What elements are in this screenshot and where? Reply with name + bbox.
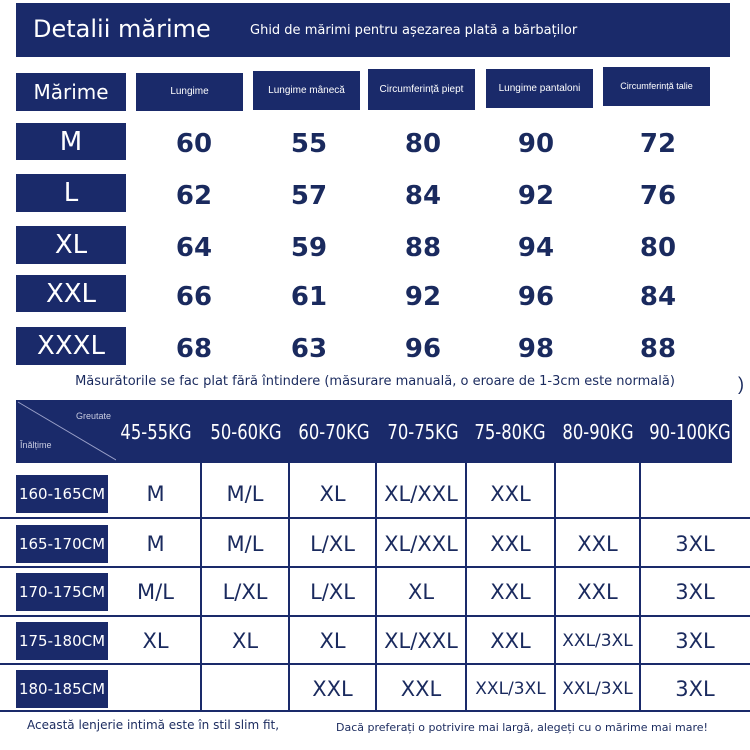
grid-line-horizontal [0, 517, 750, 519]
weight-header-row [16, 400, 732, 463]
size-recommendation: M/L [226, 482, 264, 506]
size-recommendation [201, 670, 289, 708]
weight-column-header: 45-55KG [120, 419, 192, 444]
size-label: XXXL [16, 327, 126, 365]
measure-value: 80 [404, 129, 442, 159]
size-recommendation: M/L [137, 580, 174, 604]
size-recommendation: XXL [490, 482, 531, 506]
size-recommendation: 3XL [675, 532, 715, 556]
size-recommendation [110, 670, 201, 708]
measure-value: 98 [517, 334, 555, 364]
size-recommendation [640, 475, 750, 513]
page-title: Detalii mărime [33, 15, 211, 43]
size-recommendation: XL [231, 629, 259, 653]
measure-column-header: Lungime mânecă [253, 71, 360, 110]
size-recommendation: XXL [490, 629, 531, 653]
weight-column-header: 60-70KG [298, 419, 370, 444]
size-recommendation: L/XL [222, 580, 268, 604]
size-recommendation: L/XL [310, 532, 355, 556]
size-recommendation: XL [407, 580, 435, 604]
measure-column-header: Circumferință talie [603, 67, 710, 106]
measure-value: 84 [404, 181, 442, 211]
size-recommendation: M [146, 532, 165, 556]
corner-diagonal [16, 400, 116, 463]
grid-line-horizontal [0, 615, 750, 617]
measure-column-header: Lungime [136, 73, 243, 111]
measure-value: 88 [404, 233, 442, 263]
size-recommendation: XXL [577, 532, 618, 556]
size-label: XL [16, 226, 126, 264]
height-range-label: 170-175CM [16, 573, 108, 611]
size-recommendation: XXL [577, 580, 618, 604]
size-recommendation: M [146, 482, 165, 506]
measure-value: 63 [290, 334, 328, 364]
measure-value: 64 [175, 233, 213, 263]
measure-value: 92 [517, 181, 555, 211]
measure-value: 55 [290, 129, 328, 159]
note-paren: ) [738, 374, 744, 394]
size-recommendation: M/L [226, 532, 264, 556]
size-recommendation: L/XL [310, 580, 355, 604]
size-label: XXL [16, 275, 126, 312]
measurement-note: Măsurătorile se fac plat fără întindere (măsurare manuală, o eroare de 1-3cm este normală) [75, 374, 675, 389]
measure-value: 84 [639, 282, 677, 312]
size-recommendation: XXL [490, 532, 531, 556]
measure-value: 59 [290, 233, 328, 263]
measure-value: 57 [290, 181, 328, 211]
height-range-label: 165-170CM [16, 525, 108, 563]
weight-column-header: 80-90KG [562, 419, 634, 444]
measure-value: 96 [404, 334, 442, 364]
measure-column-header: Lungime pantaloni [486, 69, 593, 108]
measure-value: 68 [175, 334, 213, 364]
height-range-label: 160-165CM [16, 475, 108, 513]
weight-column-header: 70-75KG [387, 419, 459, 444]
height-range-label: 175-180CM [16, 622, 108, 660]
measure-value: 80 [639, 233, 677, 263]
size-recommendation: 3XL [675, 677, 715, 701]
size-recommendation: XXL [490, 580, 531, 604]
measure-value: 94 [517, 233, 555, 263]
size-recommendation: XL [319, 629, 346, 653]
corner-label-weight: Greutate [76, 411, 112, 421]
size-recommendation [555, 475, 640, 513]
footer-left-note: Această lenjerie intimă este în stil slim fit, [27, 718, 280, 732]
weight-column-header: 90-100KG [649, 419, 731, 444]
size-label: M [16, 123, 126, 160]
grid-line-horizontal [0, 566, 750, 568]
size-recommendation: XL/XXL [384, 482, 458, 506]
size-recommendation: XL/XXL [384, 629, 458, 653]
grid-line-horizontal [0, 710, 750, 712]
measure-value: 66 [175, 282, 213, 312]
measure-value: 60 [175, 129, 213, 159]
size-recommendation: XXL/3XL [475, 679, 546, 699]
measure-value: 96 [517, 282, 555, 312]
size-recommendation: XL [319, 482, 346, 506]
footer-right-note: Dacă preferați o potrivire mai largă, alegeți cu o mărime mai mare! [336, 721, 708, 734]
weight-column-header: 75-80KG [474, 419, 546, 444]
size-recommendation: 3XL [675, 580, 715, 604]
measure-value: 92 [404, 282, 442, 312]
size-recommendation: XL [142, 629, 169, 653]
weight-column-header: 50-60KG [210, 419, 282, 444]
height-range-label: 180-185CM [16, 670, 108, 708]
measure-column-header: Circumferință piept [368, 69, 475, 110]
measure-value: 62 [175, 181, 213, 211]
size-recommendation: 3XL [675, 629, 715, 653]
measure-value: 76 [639, 181, 677, 211]
size-recommendation: XL/XXL [384, 532, 458, 556]
measure-value: 61 [290, 282, 328, 312]
page-subtitle: Ghid de mărimi pentru așezarea plată a bărbaților [250, 23, 578, 38]
size-recommendation: XXL [400, 677, 442, 701]
size-recommendation: XXL [312, 677, 353, 701]
measure-value: 90 [517, 129, 555, 159]
measure-value: 88 [639, 334, 677, 364]
size-column-header: Mărime [16, 73, 126, 111]
size-label: L [16, 174, 126, 212]
header-banner [16, 3, 730, 57]
size-recommendation: XXL/3XL [562, 679, 633, 699]
corner-label-height: Înălțime [20, 440, 52, 450]
measure-value: 72 [639, 129, 677, 159]
size-recommendation: XXL/3XL [562, 631, 633, 651]
grid-line-horizontal [0, 663, 750, 665]
